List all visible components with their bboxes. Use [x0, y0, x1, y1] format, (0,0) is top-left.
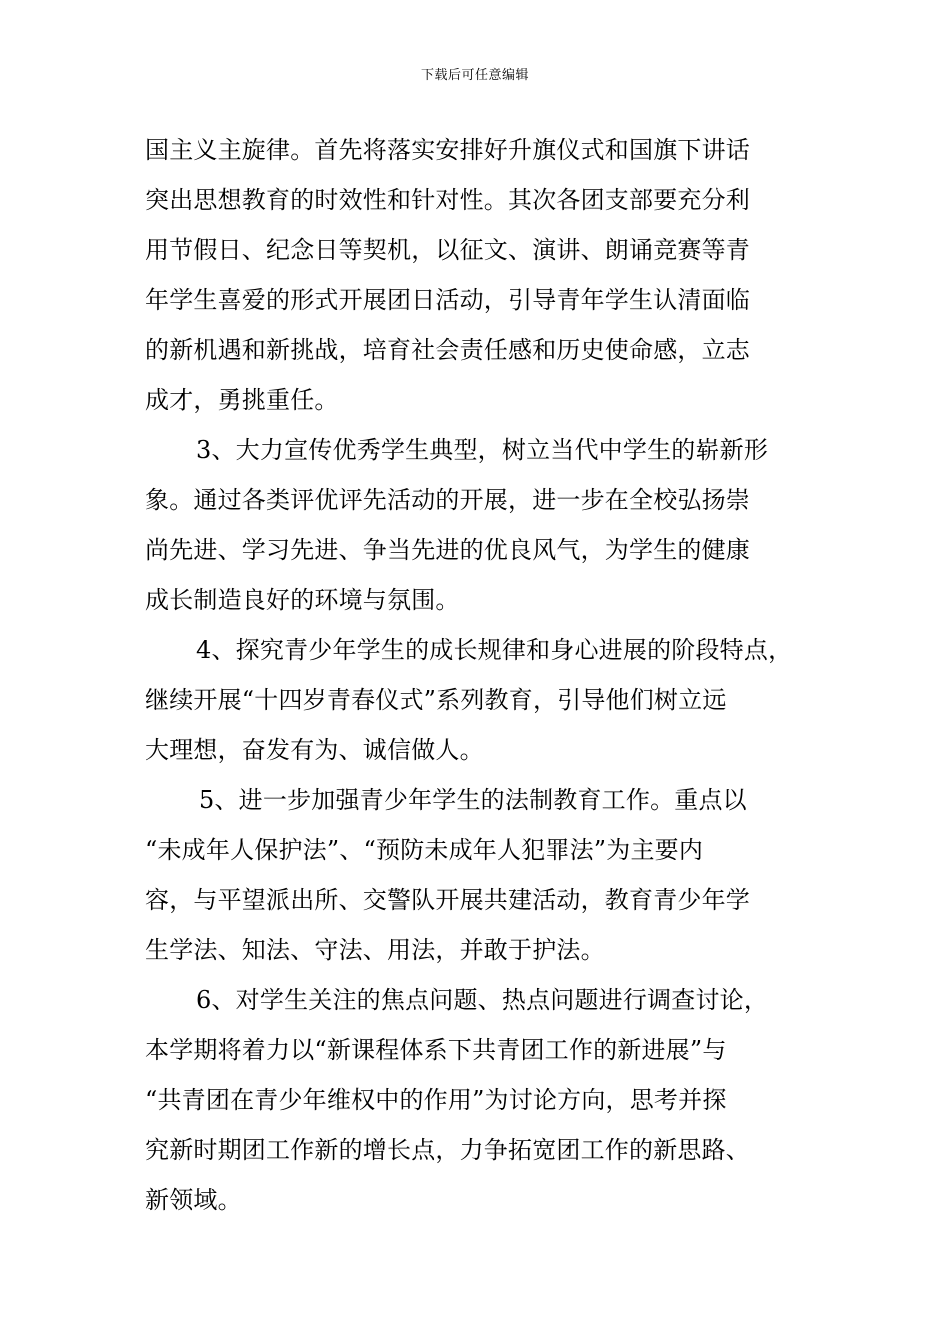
body-line: 象。通过各类评优评先活动的开展，进一步在全校弘扬崇 — [145, 486, 750, 514]
body-line: 尚先进、学习先进、争当先进的优良风气，为学生的健康 — [145, 536, 750, 564]
body-line: 继续开展“十四岁青春仪式”系列教育，引导他们树立远 — [145, 686, 727, 714]
body-line: “未成年人保护法”、“预防未成年人犯罪法”为主要内 — [145, 836, 704, 864]
body-line: 本学期将着力以“新课程体系下共青团工作的新进展”与 — [145, 1036, 727, 1064]
body-line: 大理想，奋发有为、诚信做人。 — [145, 736, 484, 764]
body-line: “共青团在青少年维权中的作用”为讨论方向，思考并探 — [145, 1086, 727, 1114]
paragraph-4-first-line: 4、探究青少年学生的成长规律和身心进展的阶段特点， — [196, 636, 793, 664]
body-line: 成长制造良好的环境与氛围。 — [145, 586, 460, 614]
body-line: 容，与平望派出所、交警队开展共建活动，教育青少年学 — [145, 886, 750, 914]
paragraph-3-first-line: 3、大力宣传优秀学生典型，树立当代中学生的崭新形 — [196, 436, 769, 464]
body-line: 年学生喜爱的形式开展团日活动，引导青年学生认清面临 — [145, 286, 750, 314]
paragraph-5-first-line: 5、进一步加强青少年学生的法制教育工作。重点以 — [199, 786, 747, 814]
body-line: 成才，勇挑重任。 — [145, 386, 339, 414]
body-line: 国主义主旋律。首先将落实安排好升旗仪式和国旗下讲话 — [145, 136, 750, 164]
body-line: 究新时期团工作新的增长点，力争拓宽团工作的新思路、 — [145, 1136, 750, 1164]
body-line: 生学法、知法、守法、用法，并敢于护法。 — [145, 936, 605, 964]
body-line: 的新机遇和新挑战，培育社会责任感和历史使命感，立志 — [145, 336, 750, 364]
body-line: 用节假日、纪念日等契机，以征文、演讲、朗诵竞赛等青 — [145, 236, 750, 264]
paragraph-6-first-line: 6、对学生关注的焦点问题、热点问题进行调查讨论， — [196, 986, 769, 1014]
page-header: 下载后可任意编辑 — [420, 68, 529, 83]
body-line: 新领域。 — [145, 1186, 242, 1214]
body-line: 突出思想教育的时效性和针对性。其次各团支部要充分利 — [145, 186, 750, 214]
